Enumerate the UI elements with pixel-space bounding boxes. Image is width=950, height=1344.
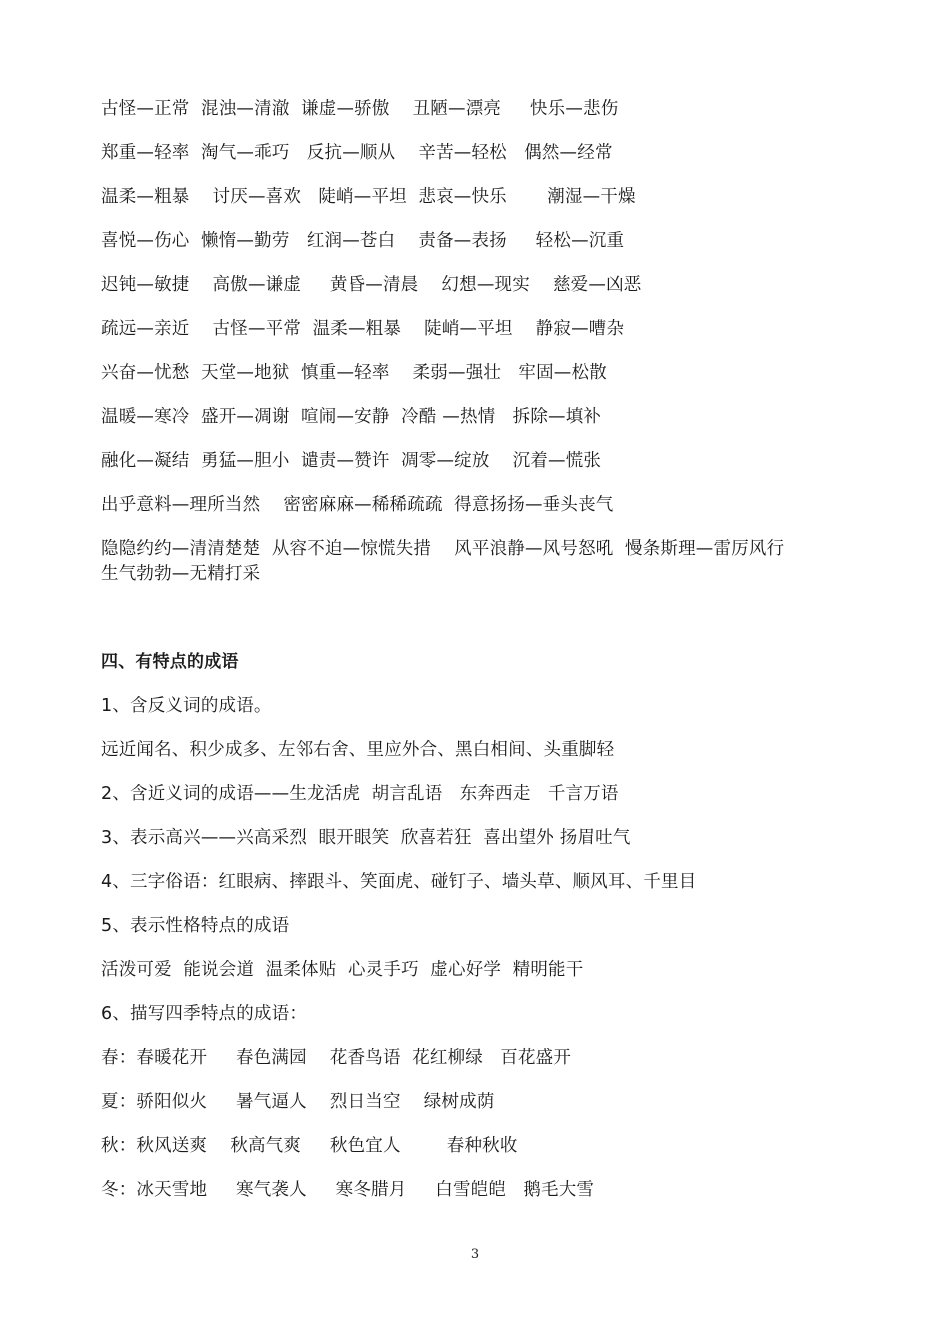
antonym-line: 古怪—正常 混浊—清澈 谦虚—骄傲 丑陋—漂亮 快乐—悲伤 xyxy=(101,99,619,119)
antonym-line: 融化—凝结 勇猛—胆小 谴责—赞许 凋零—绽放 沉着—慌张 xyxy=(101,451,602,471)
idiom-line: 2、含近义词的成语——生龙活虎 胡言乱语 东奔西走 千言万语 xyxy=(101,784,619,804)
antonym-line: 隐隐约约—清清楚楚 从容不迫—惊慌失措 风平浪静—风号怒吼 慢条斯理—雷厉风行 xyxy=(101,539,785,559)
idiom-line: 远近闻名、积少成多、左邻右舍、里应外合、黑白相间、头重脚轻 xyxy=(101,740,615,760)
idiom-line: 1、含反义词的成语。 xyxy=(101,696,272,716)
antonym-line: 出乎意料—理所当然 密密麻麻—稀稀疏疏 得意扬扬—垂头丧气 xyxy=(101,495,614,515)
idiom-line: 春：春暖花开 春色满园 花香鸟语 花红柳绿 百花盛开 xyxy=(101,1048,572,1068)
antonym-line: 郑重—轻率 淘气—乖巧 反抗—顺从 辛苦—轻松 偶然—经常 xyxy=(101,143,613,163)
antonym-line: 迟钝—敏捷 高傲—谦虚 黄昏—清晨 幻想—现实 慈爱—凶恶 xyxy=(101,275,642,295)
antonym-line: 喜悦—伤心 懒惰—勤劳 红润—苍白 责备—表扬 轻松—沉重 xyxy=(101,231,625,251)
idiom-line: 冬：冰天雪地 寒气袭人 寒冬腊月 白雪皑皑 鹅毛大雪 xyxy=(101,1180,595,1200)
idiom-line: 5、表示性格特点的成语 xyxy=(101,916,290,936)
idiom-line: 秋：秋风送爽 秋高气爽 秋色宜人 春种秋收 xyxy=(101,1136,518,1156)
idiom-line: 夏：骄阳似火 暑气逼人 烈日当空 绿树成荫 xyxy=(101,1092,495,1112)
idiom-line: 4、三字俗语：红眼病、摔跟斗、笑面虎、碰钉子、墙头草、顺风耳、千里目 xyxy=(101,872,697,892)
idiom-line: 活泼可爱 能说会道 温柔体贴 心灵手巧 虚心好学 精明能干 xyxy=(101,960,584,980)
idiom-line: 6、描写四季特点的成语： xyxy=(101,1004,308,1024)
antonym-line: 温柔—粗暴 讨厌—喜欢 陡峭—平坦 悲哀—快乐 潮湿—干燥 xyxy=(101,187,636,207)
section-heading: 四、有特点的成语 xyxy=(101,652,239,672)
page-number: 3 xyxy=(470,1247,480,1262)
antonym-line: 温暖—寒冷 盛开—凋谢 喧闹—安静 冷酷 —热情 拆除—填补 xyxy=(101,407,602,427)
antonym-line: 兴奋—忧愁 天堂—地狱 慎重—轻率 柔弱—强壮 牢固—松散 xyxy=(101,363,607,383)
idiom-line: 3、表示高兴——兴高采烈 眼开眼笑 欣喜若狂 喜出望外 扬眉吐气 xyxy=(101,828,631,848)
antonym-line: 疏远—亲近 古怪—平常 温柔—粗暴 陡峭—平坦 静寂—嘈杂 xyxy=(101,319,625,339)
antonym-line: 生气勃勃—无精打采 xyxy=(101,564,261,584)
